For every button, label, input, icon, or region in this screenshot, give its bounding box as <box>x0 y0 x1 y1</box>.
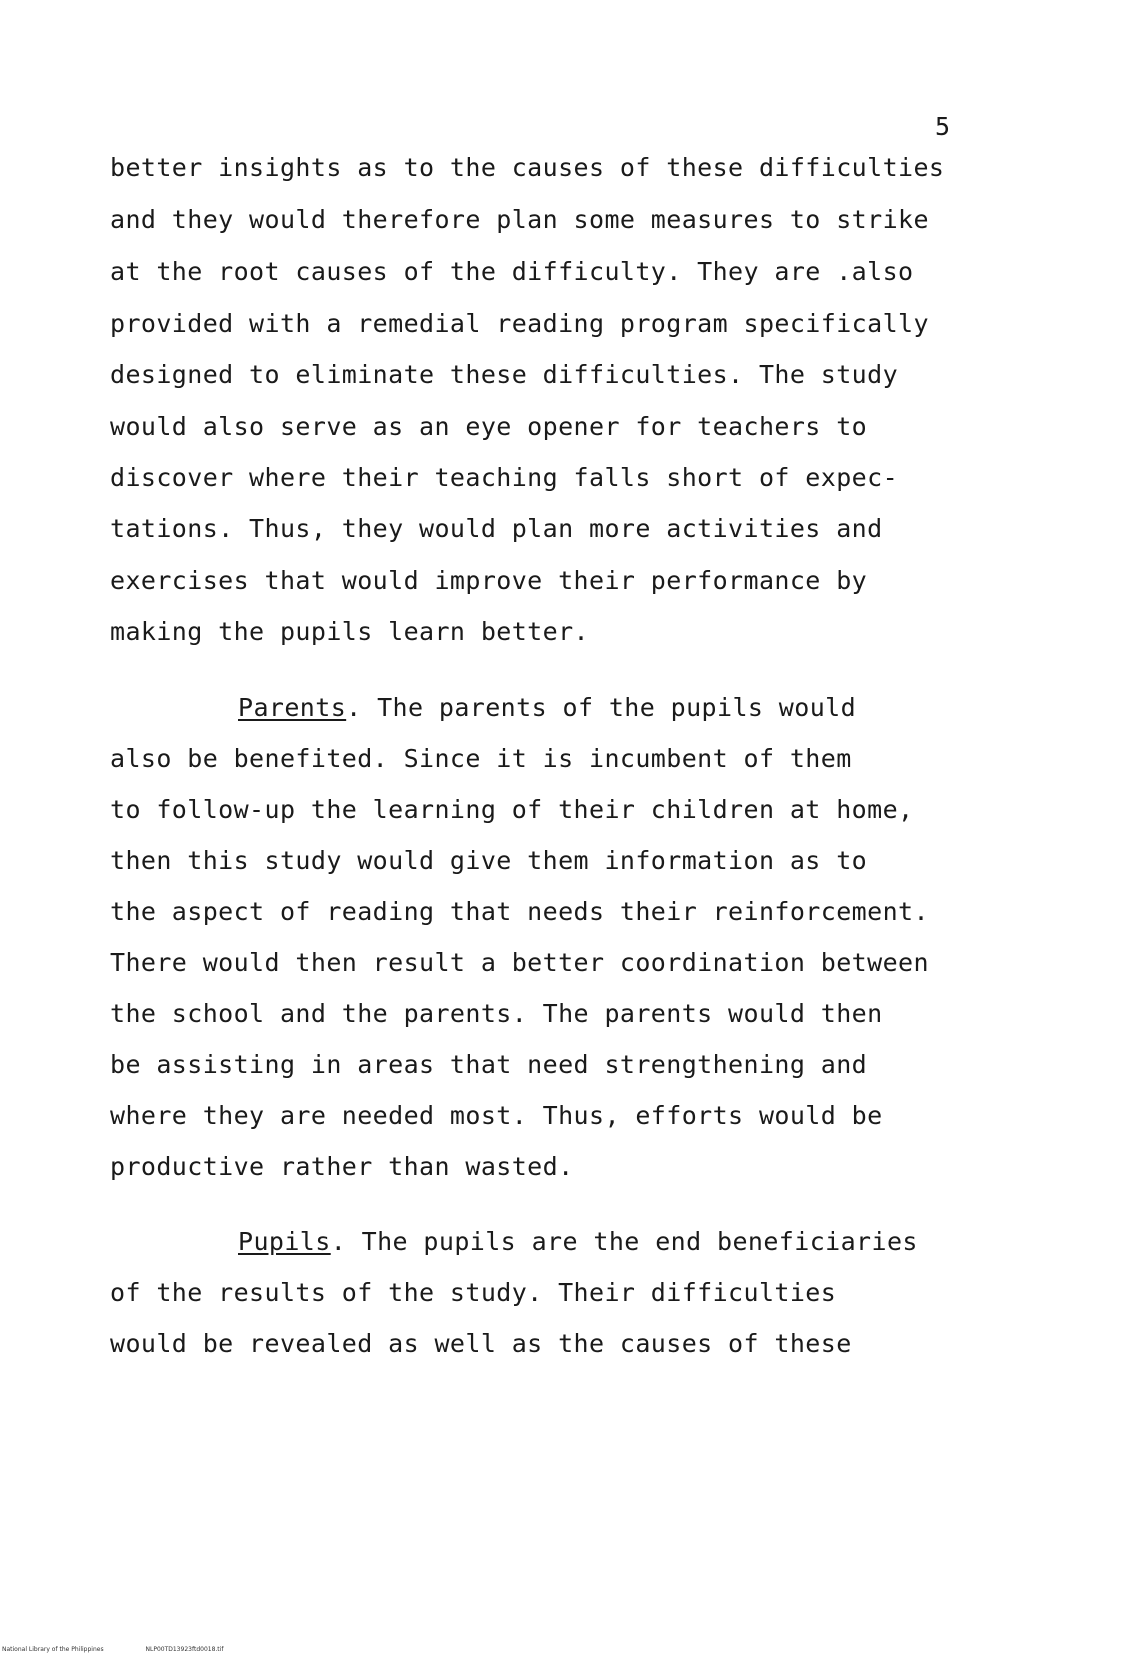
text-line: to follow-up the learning of their children at home, <box>110 795 914 824</box>
text-line: discover where their teaching falls short of expec- <box>110 463 899 492</box>
text-line: designed to eliminate these difficulties. The study <box>110 360 899 389</box>
text-line: the school and the parents. The parents would then <box>110 999 883 1028</box>
section-heading-pupils: Pupils <box>238 1227 331 1256</box>
text-line: would also serve as an eye opener for teachers to <box>110 412 868 441</box>
text-line: exercises that would improve their performance by <box>110 566 868 595</box>
text-line: making the pupils learn better. <box>110 617 589 646</box>
text-line: would be revealed as well as the causes of these <box>110 1329 852 1358</box>
section-heading-parents: Parents <box>238 693 347 722</box>
footer-library: National Library of the Philippines <box>2 1646 104 1653</box>
text-fragment: . The parents of the pupils would <box>346 693 857 722</box>
text-line <box>238 1227 918 1256</box>
text-line: productive rather than wasted. <box>110 1152 574 1181</box>
scan-footer <box>2 1646 263 1653</box>
text-line: better insights as to the causes of these difficulties <box>110 153 945 182</box>
text-line: also be benefited. Since it is incumbent of them <box>110 744 852 773</box>
text-line: be assisting in areas that need strengthening and <box>110 1050 868 1079</box>
text-line: There would then result a better coordination between <box>110 948 929 977</box>
text-line: the aspect of reading that needs their reinforcement. <box>110 897 929 926</box>
text-line: at the root causes of the difficulty. They are .also <box>110 257 914 286</box>
text-line <box>238 693 856 722</box>
page-number: 5 <box>935 112 951 141</box>
text-fragment: . The pupils are the end beneficiaries <box>330 1227 918 1256</box>
text-line: of the results of the study. Their difficulties <box>110 1278 837 1307</box>
text-line: and they would therefore plan some measures to strike <box>110 205 929 234</box>
text-line: then this study would give them information as to <box>110 846 868 875</box>
text-line: provided with a remedial reading program specifically <box>110 309 929 338</box>
text-line: where they are needed most. Thus, efforts would be <box>110 1101 883 1130</box>
text-line: tations. Thus, they would plan more activities and <box>110 514 883 543</box>
footer-filename: NLP00TD13923ftd0018.tif <box>145 1646 224 1653</box>
